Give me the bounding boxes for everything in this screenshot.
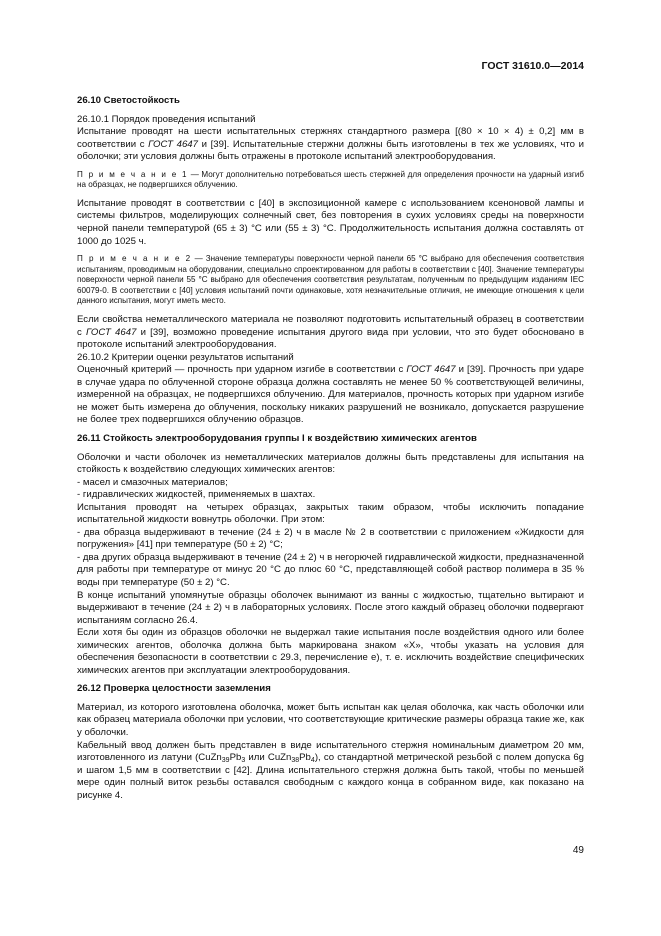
note-text: — Могут дополнительно потребоваться шесть стержней для определения прочности на ударный изгиб на образцах, не подвергшихся облучению. [77, 169, 584, 190]
note-label: П р и м е ч а н и е 2 [77, 254, 192, 264]
paragraph: Испытание проводят в соответствии с [40] в экспозиционной камере с использованием ксеноновой лампы и системы фильтров, моделирующих солнечный свет, без повторения в сухих условиях среды на поверхности черной панели температурой (65 ± 3) °С или (55 ± 3) °С. Продолжительность испытания должна составлять от 1000 до 1025 ч. [77, 197, 584, 247]
paragraph: В конце испытаний упомянутые образцы оболочек вынимают из ванны с жидкостью, тщательно вытирают и выдерживают в течение (24 ± 2) ч в лабораторных условиях. После этого каждый образец оболочки подвергают испытаниям согласно 26.4. [77, 589, 584, 626]
subscript: 39 [221, 757, 230, 765]
subscript: 4 [310, 757, 315, 765]
section-heading-26-12: 26.12 Проверка целостности заземления [77, 683, 271, 695]
page-number: 49 [572, 845, 584, 856]
text: или CuZn [245, 752, 292, 764]
paragraph [77, 126, 584, 164]
standard-designation: ГОСТ 31610.0—2014 [481, 60, 584, 72]
paragraph: - два других образца выдерживают в течение (24 ± 2) ч в негорючей гидравлической жидкости, предназначенной для работы при температуре от минус 20 °С до плюс 60 °С, представляющей собой раствор полимера в 35 % воды при температуре (50 ± 2) °С. [77, 551, 584, 589]
paragraph [77, 364, 584, 427]
text: и [39]. Испытательные стержни должны быть изготовлены в тех же условиях, что и оболочки; эти условия должны быть отражены в протоколе испытаний электрооборудования. [77, 138, 584, 163]
subscript: 38 [291, 757, 300, 765]
section-heading-26-11: 26.11 Стойкость электрооборудования группы I к воздействию химических агентов [77, 433, 477, 444]
text: Если свойства неметаллического материала не позволяют подготовить испытательный образец в соответствии с [77, 314, 584, 338]
note-2 [77, 254, 584, 307]
standard-reference: ГОСТ 4647 [148, 138, 198, 150]
paragraph: Оболочки и части оболочек из неметаллических материалов должны быть представлены для испытания на стойкость к воздействию следующих химических агентов: [77, 451, 584, 476]
note-label: П р и м е ч а н и е 1 [77, 169, 189, 179]
text: ), со стандартной метрической резьбой с полем допуска 6g и шагом 1,5 мм в соответствии с [42]. Длина испытательного стержня должна быть такой, чтобы по меньшей мере один полный виток резьбы оставался свободным с каждого конца в собранном виде, как показано на рисунке 4. [77, 752, 585, 801]
subsection-26-10-1: 26.10.1 Порядок проведения испытаний [77, 113, 256, 125]
paragraph [77, 740, 584, 803]
section-heading-26-10: 26.10 Светостойкость [77, 95, 180, 106]
note-1 [77, 170, 584, 191]
list-item: - гидравлических жидкостей, применяемых в шахтах. [77, 489, 316, 501]
standard-reference: ГОСТ 4647 [86, 326, 137, 338]
text: Pb [299, 752, 311, 764]
text: и [39]. Прочность при ударе в случае удара по облученной стороне образца должна составлять не менее 50 % соответствующей величины, измеренной на образцах, не подвергшихся облучению. Для материалов, прочность которых при ударном изгибе не может быть измерена до облучения, поскольку никаких разрушений не возникало, допускается разрушение не более трех подвергшихся облучению образцов. [77, 364, 584, 426]
subscript: 3 [241, 757, 246, 765]
subsection-26-10-2: 26.10.2 Критерии оценки результатов испытаний [77, 351, 294, 363]
text: Кабельный ввод должен быть представлен в виде испытательного стержня номинальным диаметром 20 мм, изготовленного из латуни (CuZn [77, 739, 584, 764]
text: Pb [229, 752, 242, 764]
text: Оценочный критерий — прочность при ударном изгибе в соответствии с [77, 364, 407, 376]
standard-reference: ГОСТ 4647 [406, 364, 456, 376]
text: и [39], возможно проведение испытания другого вида при условии, что это будет обосновано в протоколе испытаний электрооборудования. [77, 326, 584, 351]
paragraph: Материал, из которого изготовлена оболочка, может быть испытан как целая оболочка, как часть оболочки или как образец материала оболочки при условии, что соответствующие критические размеры образца такие же, как у оболочки. [77, 701, 584, 739]
page-content [77, 95, 584, 802]
paragraph [77, 314, 584, 352]
note-text: — Значение температуры поверхности черной панели 65 °С выбрано для обеспечения соответствия испытаниям, проводимым на оборудовании, специально спроектированном для работы в соответствии с [40]. Значение температуры поверхности черной панели 55 °С выбрано для обеспечения соответствия результатам, полученным по предыдущим изданиям IEC 60079-0. В соответствии с [40] условия испытаний почти одинаковые, хотя незначительные отличия, не имеющие отношения к цели данного испытания, могут иметь место. [77, 254, 584, 306]
paragraph: Если хотя бы один из образцов оболочки не выдержал такие испытания после воздействия одного или более химических агентов, оболочка должна быть маркирована знаком «X», чтобы указать на условия для обеспечения безопасности в соответствии с 29.3, перечисление е), т. е. исключить воздействие специфических химических агентов при эксплуатации электрооборудования. [77, 627, 584, 676]
text: Испытание проводят на шести испытательных стержнях стандартного размера [(80 × 10 × 4) ± 0,2] мм в соответствии с [77, 126, 584, 150]
paragraph: Испытания проводят на четырех образцах, закрытых таким образом, чтобы исключить попадание испытательной жидкости вовнутрь оболочки. При этом: [77, 501, 584, 526]
paragraph: - два образца выдерживают в течение (24 ± 2) ч в масле № 2 в соответствии с приложением «Жидкости для погружения» [41] при температуре (50 ± 2) °С; [77, 526, 584, 551]
list-item: - масел и смазочных материалов; [77, 476, 228, 488]
